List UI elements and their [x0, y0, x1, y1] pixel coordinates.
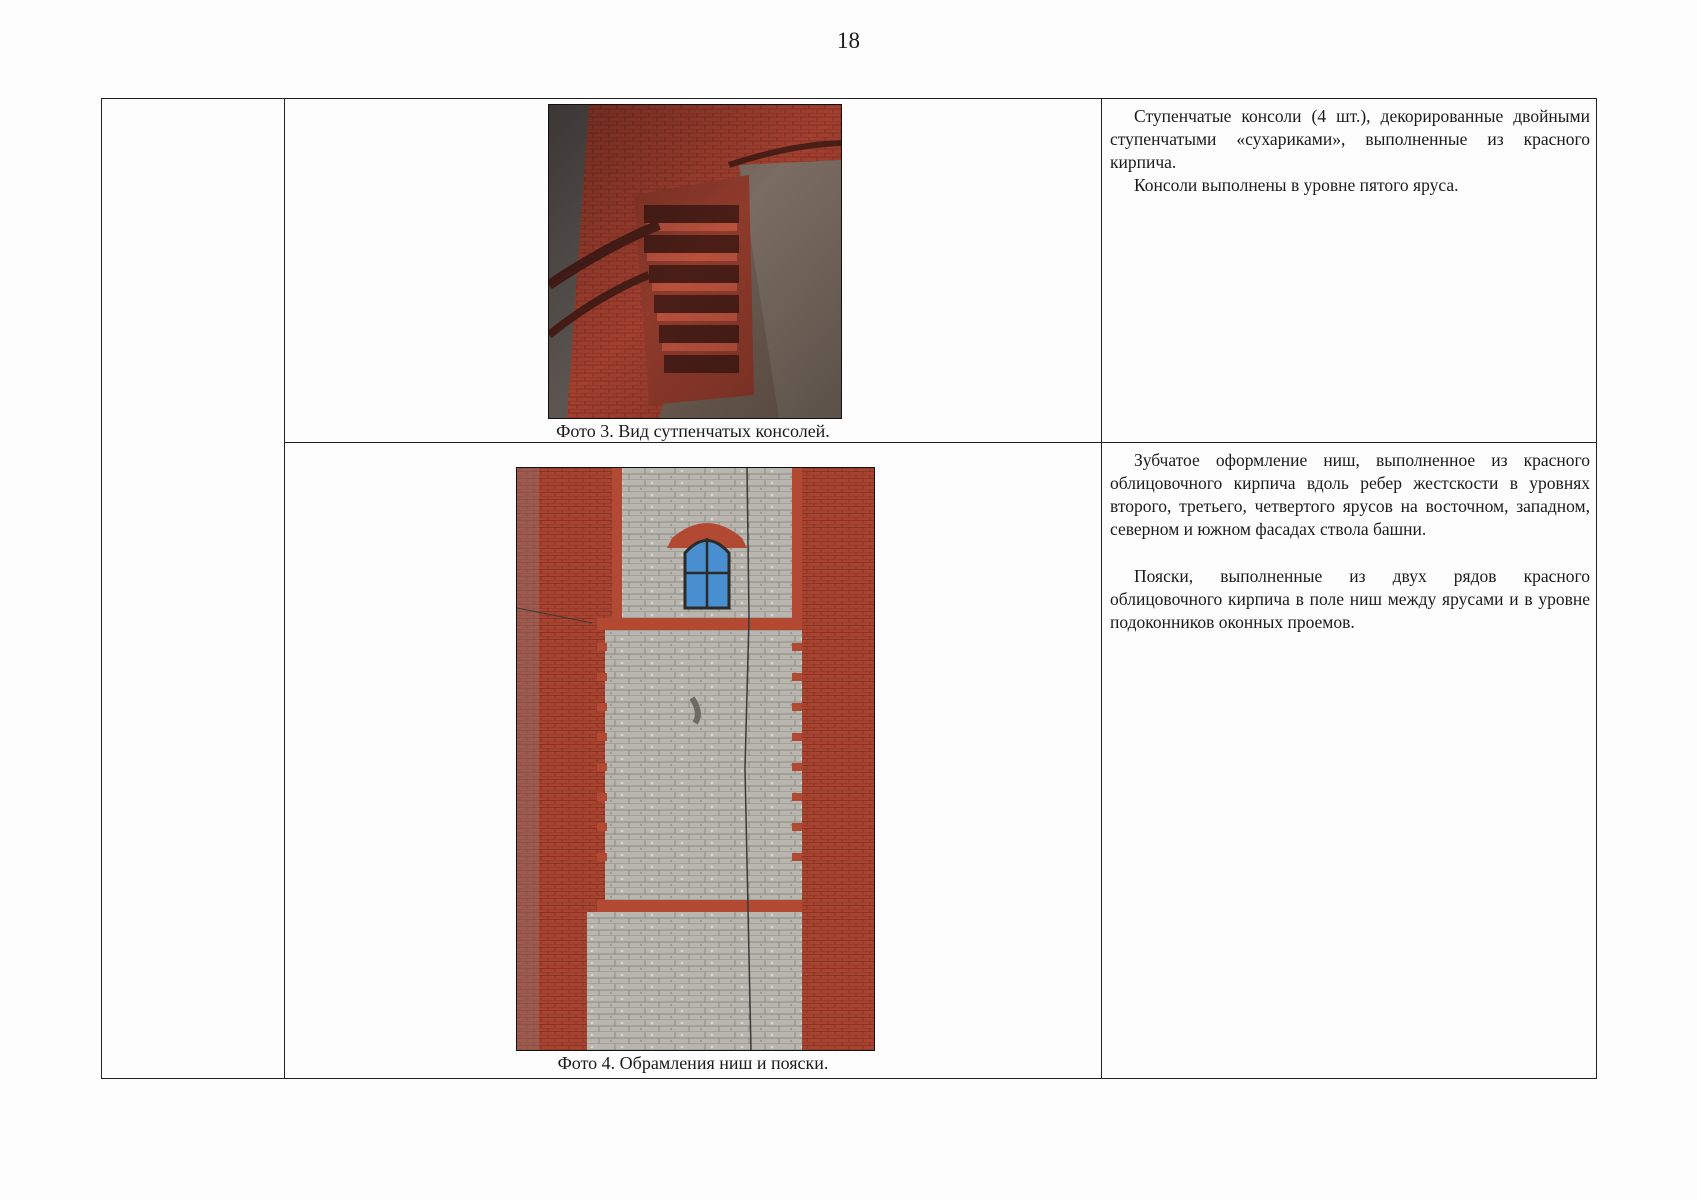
description-cell [1102, 99, 1597, 443]
description-paragraph: Пояски, выполненные из двух рядов красного облицовочного кирпича в поле ниш между ярусами и в уровне подоконников оконных проемов. [1110, 566, 1590, 632]
description-table [101, 98, 1597, 1079]
table-row [102, 443, 1597, 1079]
photo-cell [285, 443, 1102, 1079]
page-number: 18 [837, 28, 860, 53]
description-paragraph: Консоли выполнены в уровне пятого яруса. [1134, 175, 1459, 195]
photo-caption: Фото 3. Вид сутпенчатых консолей. [556, 421, 830, 441]
photo-caption: Фото 4. Обрамления ниш и пояски. [557, 1053, 829, 1073]
description-paragraph: Зубчатое оформление ниш, выполненное из красного облицовочного кирпича вдоль ребер жестскости в уровнях второго, третьего, четвертого ярусов на восточном, западном, северном и южном фасадах ствола башни. [1110, 450, 1590, 539]
niche-framing-photo [517, 468, 874, 1050]
description-paragraph: Ступенчатые консоли (4 шт.), декорированные двойными ступенчатыми «сухариками», выполненные из красного кирпича. [1110, 106, 1590, 172]
table-row [102, 99, 1597, 443]
description-cell [1102, 443, 1597, 1079]
empty-index-cell [102, 99, 285, 1079]
photo-4-niches [516, 467, 875, 1051]
corbel-console-photo [549, 105, 841, 418]
photo-3-consoles [548, 104, 842, 419]
photo-cell [285, 99, 1102, 443]
